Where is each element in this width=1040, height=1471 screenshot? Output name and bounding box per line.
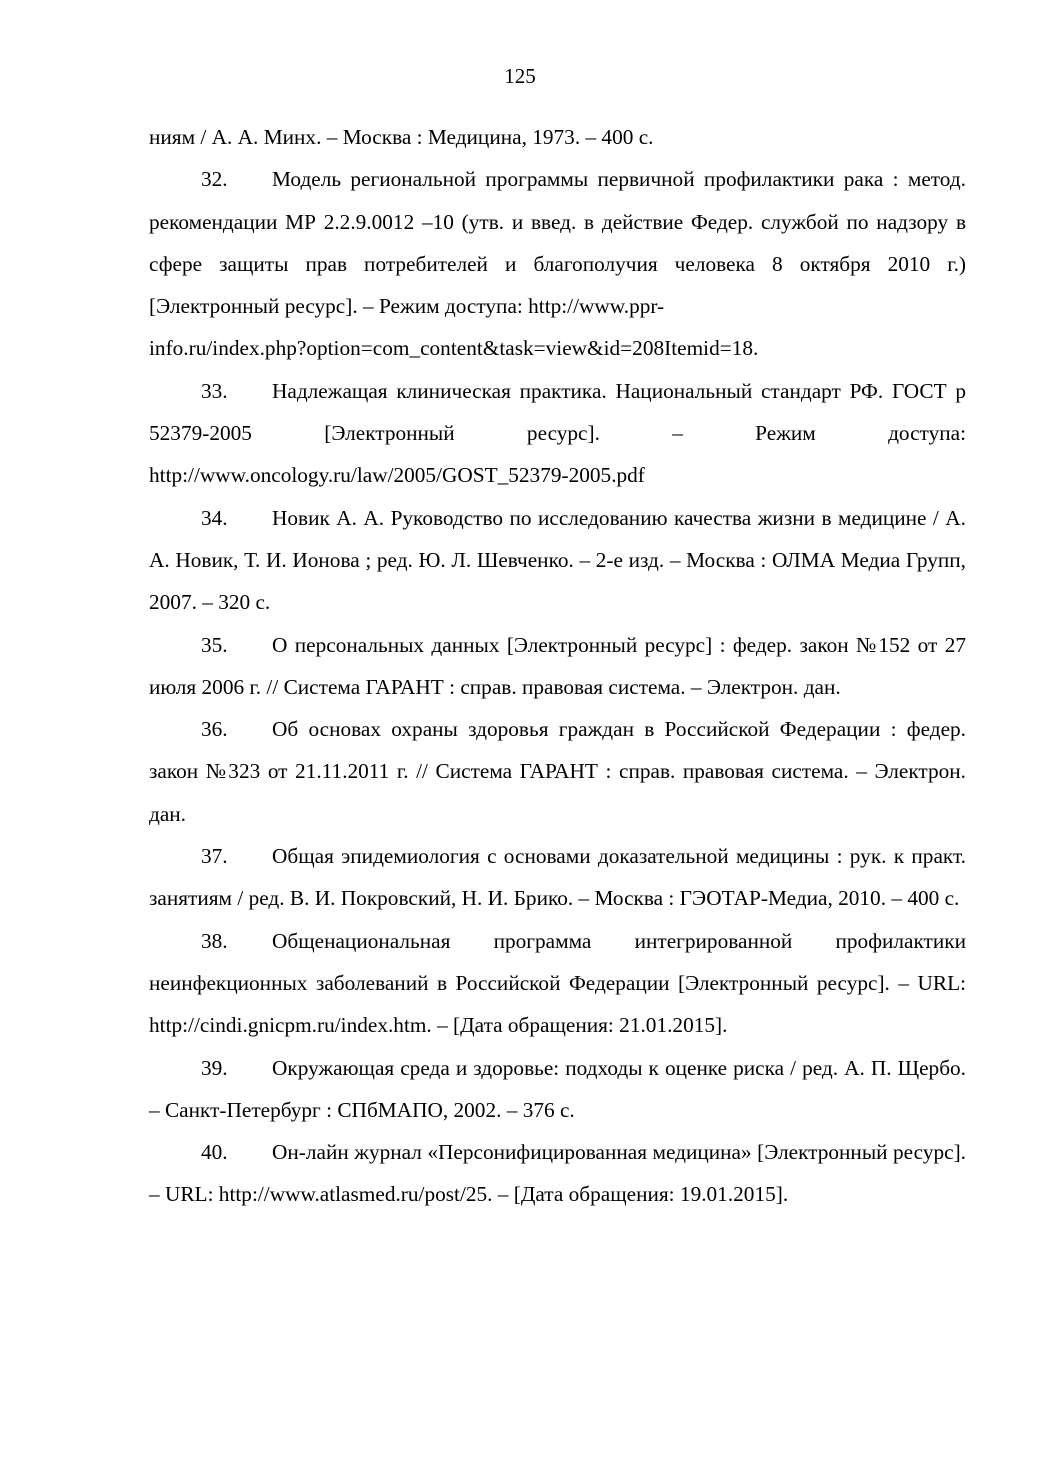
reference-item-37: [149, 835, 966, 920]
reference-item-32-continuation: info.ru/index.php?option=com_content&task=view&id=208Itemid=18.: [149, 336, 759, 361]
reference-number: 37.: [201, 844, 228, 869]
reference-number: 39.: [201, 1055, 228, 1080]
reference-text: Общенациональная программа интегрированной профилактики неинфекционных заболеваний в Российской Федерации [Электронный ресурс]. – URL: http://cindi.gnicpm.ru/index.htm. – [Дата обращения: 21.01.2015].: [149, 928, 966, 1038]
reference-text: Надлежащая клиническая практика. Национальный стандарт РФ. ГОСТ р 52379-2005 [Электронный ресурс]. – Режим доступа: http://www.oncology.ru/law/2005/GOST_52379-2005.pdf: [149, 378, 966, 488]
reference-item-35: [149, 624, 966, 709]
reference-number: 35.: [201, 632, 228, 657]
reference-text: Общая эпидемиология с основами доказательной медицины : рук. к практ. занятиям / ред. В. И. Покровский, Н. И. Брико. – Москва : ГЭОТАР-Медиа, 2010. – 400 с.: [149, 844, 966, 911]
reference-number: 40.: [201, 1140, 228, 1165]
reference-text: Он-лайн журнал «Персонифицированная медицина» [Электронный ресурс]. – URL: http://www.atlasmed.ru/post/25. – [Дата обращения: 19.01.2015].: [149, 1140, 966, 1207]
page-number: 125: [504, 64, 536, 88]
reference-text: Модель региональной программы первичной профилактики рака : метод. рекомендации МР 2.2.9.0012 –10 (утв. и введ. в действие Федер. службой по надзору в сфере защиты прав потребителей и благополучия человека 8 октября 2010 г.) [Электронный ресурс]. – Режим доступа: http://www.ppr-: [149, 167, 966, 319]
reference-number: 32.: [201, 167, 228, 192]
reference-item-40: [149, 1131, 966, 1216]
reference-number: 36.: [201, 717, 228, 742]
reference-item-36: [149, 708, 966, 835]
reference-number: 34.: [201, 505, 228, 530]
reference-item-39: [149, 1047, 966, 1132]
reference-text: Новик А. А. Руководство по исследованию качества жизни в медицине / А. А. Новик, Т. И. Ионова ; ред. Ю. Л. Шевченко. – 2-е изд. – Москва : ОЛМА Медиа Групп, 2007. – 320 с.: [149, 505, 966, 615]
reference-continuation: ниям / А. А. Минх. – Москва : Медицина, 1973. – 400 с.: [149, 125, 654, 149]
reference-item-34: [149, 497, 966, 624]
reference-number: 38.: [201, 928, 228, 953]
reference-item-33: [149, 370, 966, 497]
reference-text: О персональных данных [Электронный ресурс] : федер. закон №152 от 27 июля 2006 г. // Система ГАРАНТ : справ. правовая система. – Электрон. дан.: [149, 632, 966, 699]
reference-text: Об основах охраны здоровья граждан в Российской Федерации : федер. закон №323 от 21.11.2011 г. // Система ГАРАНТ : справ. правовая система. – Электрон. дан.: [149, 717, 966, 826]
reference-item-32: [149, 158, 966, 327]
reference-text: Окружающая среда и здоровье: подходы к оценке риска / ред. А. П. Щербо. – Санкт-Петербург : СПбМАПО, 2002. – 376 с.: [149, 1055, 966, 1122]
reference-item-38: [149, 920, 966, 1047]
reference-number: 33.: [201, 378, 228, 403]
reference-list: [149, 116, 966, 1216]
